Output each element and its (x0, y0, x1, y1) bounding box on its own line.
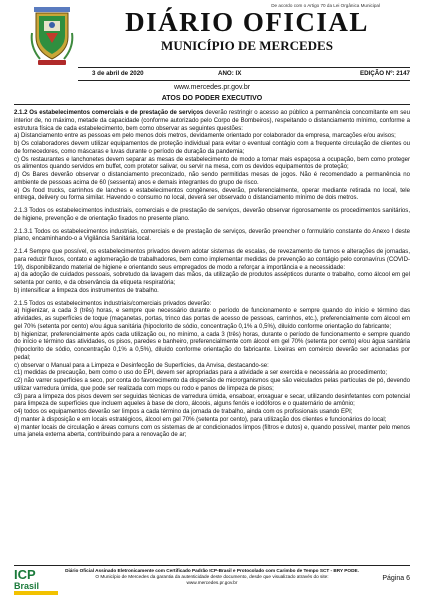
page-number: Página 6 (382, 575, 410, 582)
document-body (14, 110, 410, 440)
list-item: c) Os restaurantes e lanchonetes devem separar as mesas de estabelecimento de modo a tornar mais espaçosa a ocupação, bem como proteger os alimentos quando servidos em buffet, com protetor salivar, ou servir na mesa, com os devidos equipamentos de proteção; (14, 156, 410, 171)
section-divider (14, 104, 410, 105)
newspaper-title: DIÁRIO OFICIAL (125, 7, 369, 37)
edition-meta (92, 70, 410, 79)
list-item: a) higienizar, a cada 3 (três) horas, e sempre que necessário durante o período de funcionamento e sempre quando do início e término das atividades, as superfícies de toque (maçanetas, portas, trinco das portas de acesso de pessoas, carrinhos, etc.), preferencialmente com álcool em gel 70% (setenta por cento) e/ou água sanitária (hipoclorito de sódio, concentração 0,1% a 0,5%), diluído conforme orientação do fabricante; (14, 308, 410, 330)
list-item: a) da adoção de cuidados pessoais, sobretudo da lavagem das mãos, da utilização de produtos assépticos durante o trabalho, como álcool em gel setenta por cento, e da observância da etiqueta respiratória; (14, 272, 410, 286)
list-item: c2) não varrer superfícies a seco, por conta do favorecimento da dispersão de microrganismos que são veiculados pelas partículas de pó, devendo utilizar varredura úmida, que pode ser realizada com mops ou rodo e panos de limpeza de pisos; (14, 378, 410, 392)
coat-of-arms-icon (30, 3, 74, 69)
list-item: e) manter locais de circulação e áreas comuns com os sistemas de ar condicionados limpos (filtros e dutos) e, quando possível, manter pelo menos uma janela externa aberta, contribuindo para a renovação de ar; (14, 424, 410, 439)
paragraph-2-1-3-1: 2.1.3.1 Todos os estabelecimentos industriais, comerciais e de prestação de serviços, deverão preencher o formulário constante do Anexo I deste plano, encaminhando-o a Vigilância Sanitária local. (14, 228, 410, 243)
meta-divider (78, 80, 410, 81)
paragraph-2-1-2 (14, 110, 410, 133)
paragraph-2-1-5: 2.1.5 Todos os estabelecimentos industriais/comerciais privados deverão: (14, 300, 212, 307)
icp-logo-bar (14, 591, 58, 595)
legal-note: De acordo com o Artigo 70 da Lei Orgânica Municipal (271, 3, 380, 8)
header-divider (78, 67, 410, 68)
paragraph-text: deverão restringir o acesso ao público a permanência concomitante em seu interior de, no máximo, metade da capacidade (conforme autorizado pelo Corpo de Bombeiros), respeitando o distanciamento mínimo, conforme a estrutura física de cada estabelecimento, bem como observar as seguintes questões: (14, 110, 410, 132)
list-item: b) higienizar, preferencialmente após cada utilização ou, no mínimo, a cada 3 (três) horas, durante o período de funcionamento e sempre quando do início e término das atividades, os pisos, paredes e banheiro, preferencialmente com álcool em gel 70% (setenta por cento) e/ou água sanitária (hipoclorito de sódio, concentração 0,1% a 0,5%), diluído conforme orientação do fabricante. Lixeiras em comércio deverão ser acionadas por pedal; (14, 331, 410, 361)
list-item: e) Os food trucks, carrinhos de lanches e estabelecimentos congêneres, deverão, preferencialmente, operar mediante retirada no local, tele entrega, delivery ou forma similar. Havendo o consumo no local, deverá ser observado o distanciamento mínimo de dois metros. (14, 187, 410, 202)
footer-divider (14, 565, 410, 566)
footer-certification (62, 568, 362, 586)
paragraph-lead: 2.1.2 Os estabelecimentos comerciais e de prestação de serviços (14, 110, 204, 116)
list-item: c) observar o Manual para a Limpeza e Desinfecção de Superfícies, da Anvisa, destacando-se: (14, 362, 269, 369)
edition-year: ANO: IX (218, 70, 242, 77)
footer-line-2: O Município de Mercedes da garantia da autenticidade deste documento, desde que visualizado através do site: (95, 574, 329, 579)
footer-website-link[interactable]: www.mercedes.pr.gov.br (186, 580, 238, 585)
paragraph-2-1-3: 2.1.3 Todos os estabelecimentos industriais, comerciais e de prestação de serviços, deverão observar rigorosamente os procedimentos sanitários, de higiene, prevenção e de orientação fixados no presente plano. (14, 208, 410, 222)
list-item: c1) medidas de precaução, bem como o uso do EPI, devem ser apropriadas para a atividade a ser exercida e necessária ao procedimento; (14, 370, 388, 377)
list-item: d) manter à disposição e em locais estratégicos, álcool em gel 70% (setenta por cento), para utilização dos clientes e funcionários do local; (14, 416, 387, 423)
section-title: ATOS DO PODER EXECUTIVO (161, 95, 263, 102)
list-item: a) Distanciamento entre as pessoas em pelo menos dois metros, devidamente orientado por colaborador da empresa, marcações e/ou avisos; (14, 133, 396, 140)
icp-logo-sub: Brasil (14, 581, 40, 591)
edition-number: EDIÇÃO Nº: 2147 (359, 70, 410, 77)
edition-date: 3 de abril de 2020 (92, 70, 144, 77)
list-item: b) Os colaboradores devem utilizar equipamentos de proteção individual para evitar o eventual contágio com a frequente circulação de clientes ou de fornecedores, como máscaras e luvas durante o período de duração da pandemia; (14, 141, 410, 155)
paragraph-2-1-4: 2.1.4 Sempre que possível, os estabelecimentos privados devem adotar sistemas de escalas, de revezamento de turnos e alterações de jornadas, para reduzir fluxos, contato e aglomeração de trabalhadores, bem como implementar medidas de prevenção ao contágio pelo coronavírus (COVID-19), disponibilizando material de higiene e orientando seus empregados de modo a reforçar a importância e a necessidade: (14, 249, 410, 271)
list-item: d) Os Bares deverão observar o distanciamento preconizado, não sendo permitidas mesas de jogos. Não é recomendado a permanência no ambiente de pessoas acima de 60 (sessenta) anos e demais integrantes do grupo de risco. (14, 172, 410, 186)
footer-line-1: Diário Oficial Assinado Eletronicamente com Certificado Padrão ICP-Brasil e Protocolado com Carimbo de Tempo SCT - BRY PODE. (65, 568, 359, 573)
icp-brasil-logo (14, 567, 58, 597)
list-item: b) intensificar a limpeza dos instrumentos de trabalho. (14, 287, 159, 294)
list-item: c3) para a limpeza dos pisos devem ser seguidas técnicas de varredura úmida, ensaboar, enxaguar e secar, utilizando desinfetantes com potencial para limpeza de superfícies que incluem aqueles à base de cloro, álcoois, alguns fenóis e iodóforos e o quaternário de amônio; (14, 393, 410, 408)
list-item: c4) todos os equipamentos deverão ser limpos a cada término da jornada de trabalho, ainda com os profissionais usando EPI; (14, 409, 353, 415)
municipality-name: MUNICÍPIO DE MERCEDES (161, 38, 333, 53)
website-link[interactable]: www.mercedes.pr.gov.br (173, 84, 251, 91)
icp-logo-word: ICP (14, 567, 36, 582)
